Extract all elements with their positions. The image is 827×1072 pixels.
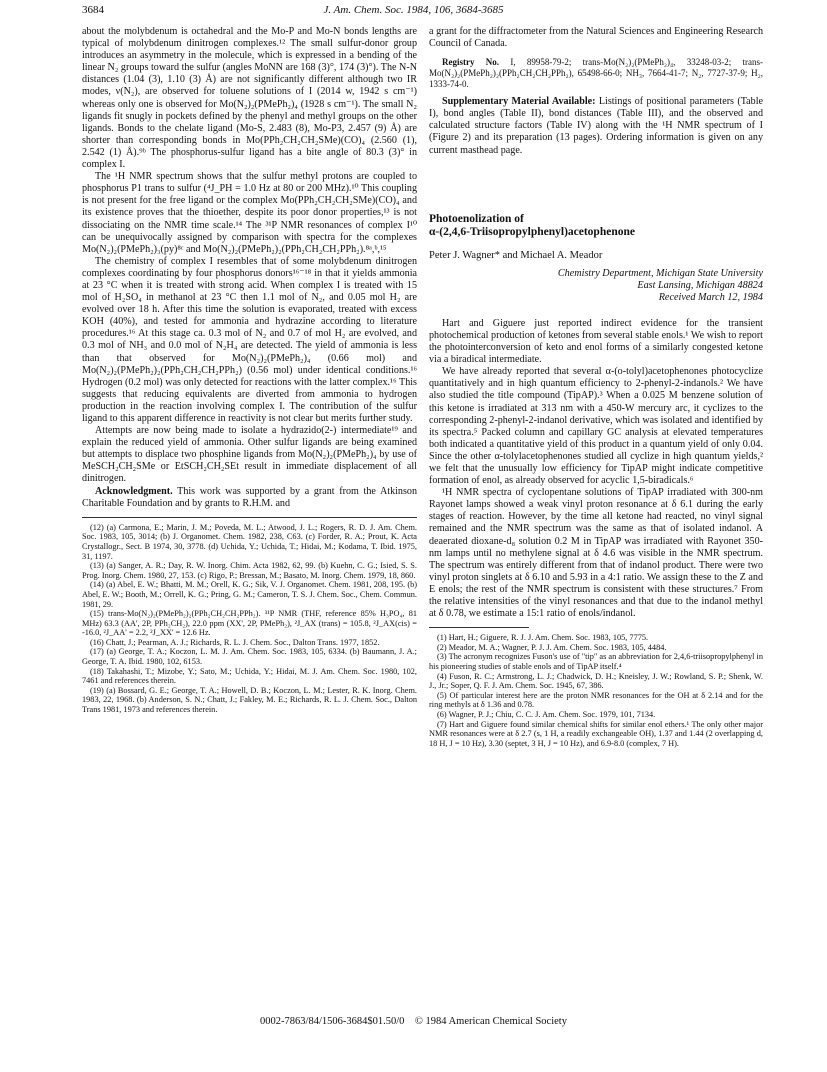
left-references: [82, 523, 417, 715]
right-references: [429, 633, 763, 748]
reference-17: (17) (a) George, T. A.; Koczon, L. M. J. Am. Chem. Soc. 1983, 105, 6334. (b) Baumann, J. A.; George, T. A. Ibid. 1980, 102, 6153.: [82, 647, 417, 667]
right-column: [429, 26, 763, 748]
registry-numbers: [429, 57, 763, 90]
issn-code: 0002-7863/84/1506-3684$01.50/0: [260, 1016, 405, 1027]
reference-6: (6) Wagner, P. J.; Chiu, C. C. J. Am. Chem. Soc. 1979, 101, 7134.: [437, 709, 656, 719]
affiliation-line-1: Chemistry Department, Michigan State University: [557, 267, 763, 279]
acknowledgment-label: Acknowledgment.: [95, 485, 173, 497]
article-title-line-1: Photoenolization of: [429, 212, 524, 225]
reference-5: (5) Of particular interest here are the proton NMR resonances for the OH at δ 2.14 and for the ring methyls at δ 1.36 and 0.78.: [429, 690, 763, 710]
article-title-line-2: α-(2,4,6-Triisopropylphenyl)acetophenone: [429, 226, 635, 239]
page-footer: [0, 1016, 827, 1027]
footnote-separator: [82, 517, 417, 518]
acknowledgment-text: This work was supported by a grant from the Atkinson Charitable Foundation and by grants to R.H.M. and: [82, 485, 417, 509]
received-date: Received March 12, 1984: [658, 291, 763, 303]
reference-2: (2) Meador, M. A.; Wagner, P. J. J. Am. Chem. Soc. 1983, 105, 4484.: [437, 642, 667, 652]
left-paragraph-3: The chemistry of complex I resembles that of some molybdenum dinitrogen complexes coordinating by four phosphorus donors¹⁶⁻¹⁸ in that it yields ammonia at 23 °C when it is treated with strong acid. When complex I is treated with 15 mol of H₂SO₄ in methanol at 23 °C then 1.1 mol of N₂, and 0.05 mol H₂ are evolved over 18 h. After this time the solution is evaporated, treated with excess KOH (40%), and tested for ammonia and hydrazine according to literature procedures.¹⁶ At this stage ca. 0.3 mol of N₂ and 0.7 of mol H₂ are evolved, and 0.3 mol of NH₃ and 0.0 mol of N₂H₄ are detected. The yield of ammonia is less than that observed for Mo(N₂)₂(PMePh₂)₄ (0.66 mol) and Mo(N₂)₂(PMePh₂)₂(PPh₂CH₂CH₂PPh₂) (0.56 mol) under identical conditions.¹⁶ Hydrogen (0.2 mol) was only detected for reactions with the latter complex.¹⁶ This suggests that reducing equivalents are diverted from ammonia to hydrogen production in the reaction involving complex I. The contribution of the sulfur ligand to this apparent difference in reactivity is not clear but merits further study.: [82, 255, 417, 424]
supplementary-material: [429, 96, 763, 156]
right-paragraph-3: ¹H NMR spectra of cyclopentane solutions of TipAP irradiated with 300-nm Rayonet lamps showed a weak vinyl proton resonance at δ 6.1 during the early stages of reaction. However, by the time all ketone had reacted, no vinyl signal remained and the NMR spectrum was the same as that of isolated indanol. A deaerated dioxane-d₈ solution 0.2 M in TipAP was irradiated with Rayonet 350-nm lamps until no methylene signal at δ 4.6 was visible in the NMR spectrum. The spectrum was entirely different from that of indanol product. There were two vinyl proton singlets at δ 6.10 and 5.93 in a 4:1 ratio. We assign these to the Z and E enols; the rest of the NMR spectrum is consistent with these structures.⁷ From the relative intensities of the vinyl resonances and that due to the indanol methyl at δ 0.78, we estimate a 15:1 ratio of enols/indanol.: [429, 487, 763, 620]
reference-4: (4) Fuson, R. C.; Armstrong, L. J.; Chadwick, D. H.; Kneisley, J. W.; Rowland, S. P.; Shenk, W. J., Jr.; Soper, Q. F. J. Am. Chem. Soc. 1945, 67, 386.: [429, 671, 763, 691]
acknowledgment: [82, 486, 417, 510]
affiliation: [429, 268, 763, 292]
affiliation-line-2: East Lansing, Michigan 48824: [637, 279, 763, 291]
reference-18: (18) Takahashi, T.; Mizobe, Y.; Sato, M.; Uchida, Y.; Hidai, M. J. Am. Chem. Soc. 1980, 102, 7461 and references therein.: [82, 666, 417, 686]
page-number: 3684: [82, 4, 104, 16]
reference-15: (15) trans-Mo(N₂)₂(PMePh₂)₂(PPh₂CH₂CH₂PPh₂). ³¹P NMR (THF, reference 85% H₃PO₄, 81 MHz) 63.3 (AA', 2P, PPh₂CH₂), 22.0 ppm (XX', 2P, PMePh₂), ²J_AX (trans) = 105.8, ²J_AX(cis) = -16.0, ²J_AA' = 2.2, ²J_XX' = 12.6 Hz.: [82, 609, 417, 638]
right-paragraph-0: a grant for the diffractometer from the Natural Sciences and Engineering Research Council of Canada.: [429, 26, 763, 50]
reference-1: (1) Hart, H.; Giguere, R. J. J. Am. Chem. Soc. 1983, 105, 7775.: [437, 633, 649, 643]
right-paragraph-1: Hart and Giguere just reported indirect evidence for the transient photochemical production of ketones from several stable enols.¹ We wish to report the photointerconversion of keto and enol forms of a similarly congested ketone via a biradical intermediate.: [429, 317, 763, 366]
left-paragraph-1: about the molybdenum is octahedral and the Mo-P and Mo-N bonds lengths are typical of molybdenum dinitrogen complexes.¹² The small sulfur-donor group introduces an asymmetry in the molecule, which is expressed in a bending of the linear N₂ groups toward the sulfur (angles MoNN are 168 (3)°, 174 (3)°). The N-N distances (1.04 (3), 1.10 (3) Å) are not significantly different although two IR modes, ν(N₂), are observed for toluene solutions of I (2014 w, 1942 s cm⁻¹) whereas only one is observed for Mo(N₂)₂(PMePh₂)₄ (1928 s cm⁻¹). The small N₂ ligands fit snugly in pockets defined by the phenyl and methyl groups on the other ligands. Bonds to the chelate ligand (Mo-S, 2.483 (8), Mo-P3, 2.457 (9) Å) are shorter than corresponding bonds in Mo(PPh₂CH₂CH₂SMe)(CO)₄ (2.560 (1), 2.542 (1) Å).⁹ᵇ The phosphorus-sulfur ligand has a bite angle of 80.3 (3)° in complex I.: [82, 26, 417, 171]
running-title: J. Am. Chem. Soc. 1984, 106, 3684-3685: [323, 4, 504, 16]
reference-12: (12) (a) Carmona, E.; Marin, J. M.; Poveda, M. L.; Atwood, J. L.; Rogers, R. D. J. Am. Chem. Soc. 1983, 105, 3014; (b) J. Organomet. Chem. 1982, 238, C63. (c) Forder, R. A.; Prout, K. Acta Crystallogr., Sect. B 1974, 30, 3778. (d) Uchida, Y.; Uchida, T.; Hidai, M.; Kodama, T. Ibid. 1975, 31, 1197.: [82, 522, 417, 561]
footnote-separator: [429, 627, 529, 628]
reference-19: (19) (a) Bossard, G. E.; George, T. A.; Howell, D. B.; Koczon, L. M.; Lester, R. K. Inorg. Chem. 1983, 22, 1968. (b) Anderson, S. N.; Chatt, J.; Fakley, M. E.; Richards, R. L. J. Chem. Soc., Dalton Trans 1981, 1973 and references therein.: [82, 685, 417, 715]
reference-14: (14) (a) Abel, E. W.; Bhatti, M. M.; Orell, K. G.; Sik, V. J. Organomet. Chem. 1981, 208, 195. (b) Abel, E. W.; Booth, M.; Orrell, K. G.; Pring, G. M.; Cameron, T. S. J. Chem. Soc., Chem. Commun. 1981, 29.: [82, 580, 417, 609]
reference-3: (3) The acronym recognizes Fuson's use of "tip" as an abbreviation for 2,4,6-triisopropylphenyl in his pioneering studies of stable enols and of TipAP itself.⁴: [429, 652, 763, 671]
copyright-notice: © 1984 American Chemical Society: [414, 1016, 567, 1027]
registry-label: Registry No.: [442, 57, 500, 68]
registry-text: I, 89958-79-2; trans-Mo(N₂)₂(PMePh₂)₄, 33248-03-2; trans-Mo(N₂)₂(PMePh₂)₂(PPh₂CH₂CH₂PPh₂), 65498-66-0; NH₃, 7664-41-7; N₂, 7727-37-9; H₂, 1333-74-0.: [429, 57, 763, 90]
article-title: [429, 213, 763, 240]
supplementary-label: Supplementary Material Available:: [442, 96, 596, 108]
left-paragraph-4: Attempts are now being made to isolate a hydrazido(2-) intermediate¹⁹ and explain the reduced yield of ammonia. Other sulfur ligands are being examined but attempts to displace two phosphine ligands from Mo(N₂)₂(PMePh₂)₄ by use of MeSCH₂CH₂SMe or EtSCH₂CH₂SEt result in immediate displacement of all dinitrogen.: [82, 425, 417, 485]
left-column: [82, 26, 417, 715]
reference-7: (7) Hart and Giguere found similar chemical shifts for similar enol ethers.¹ The only other major NMR resonances were at δ 2.7 (s, 1 H, a readily exchangeable OH), 1.37 and 1.44 (2 overlapping d, 18 H, J = 10 Hz), 3.30 (septet, 3 H, J = 10 Hz), and 6.9-8.0 (complex, 7 H).: [429, 719, 763, 748]
supplementary-text: Listings of positional parameters (Table I), bond angles (Table II), bond distances (Table III), and the observed and calculated structure factors (Table IV) along with the ¹H NMR spectrum of I (Figure 2) and its preparation (13 pages). Ordering information is given on any current masthead page.: [429, 96, 763, 156]
right-paragraph-2: We have already reported that several α-(o-tolyl)acetophenones photocyclize quantitatively and in high quantum efficiency to 2-phenyl-2-indanols.² We have also studied the title compound (TipAP).³ When a 0.025 M benzene solution of this ketone is irradiated at 313 nm with a 450-W mercury arc, it cyclizes to the corresponding 2-phenyl-2-indanol derivative, which was isolated and identified by its spectra.⁵ Packed column and capillary GC analysis at elevated temperatures both indicated a quantitative yield of this product in a quantum yield of only 0.04. Since the other α-tolylacetophenones studied all cyclize in high quantum yields,² we felt that the unusually low efficiency for TipAP might indicate competitive formation of enol, as already observed for acyclic 1,5-biradicals.⁶: [429, 366, 763, 487]
authors: Peter J. Wagner* and Michael A. Meador: [429, 249, 603, 261]
reference-13: (13) (a) Sanger, A. R.; Day, R. W. Inorg. Chim. Acta 1982, 62, 99. (b) Kuehn, C. G.; Isied, S. S. Prog. Inorg. Chem. 1980, 27, 153. (c) Rigo, P.; Bressan, M.; Basato, M. Inorg. Chem. 1979, 18, 860.: [82, 561, 417, 580]
left-paragraph-2: The ¹H NMR spectrum shows that the sulfur methyl protons are coupled to phosphorus P1 trans to sulfur (⁴J_PH = 1.0 Hz at 80 or 200 MHz).¹⁰ This coupling is not present for the free ligand or the complex Mo(PPh₂CH₂CH₂SMe)(CO)₄ and its existence proves that the thioether, despite its poor donor properties,¹³ is not dissociating on the NMR time scale.¹⁴ The ³¹P NMR resonances of complex I¹⁰ can be unequivocally assigned by comparison with spectra for the complexes Mo(N₂)₂(PMePh₂)₃(py)⁸ᶜ and Mo(N₂)₂(PMePh₂)₂(PPh₂CH₂CH₂PPh₂).⁸ᵃ,ᵇ,¹⁵: [82, 171, 417, 255]
reference-16: (16) Chatt, J.; Pearman, A. J.; Richards, R. L. J. Chem. Soc., Dalton Trans. 1977, 1852.: [90, 637, 380, 647]
